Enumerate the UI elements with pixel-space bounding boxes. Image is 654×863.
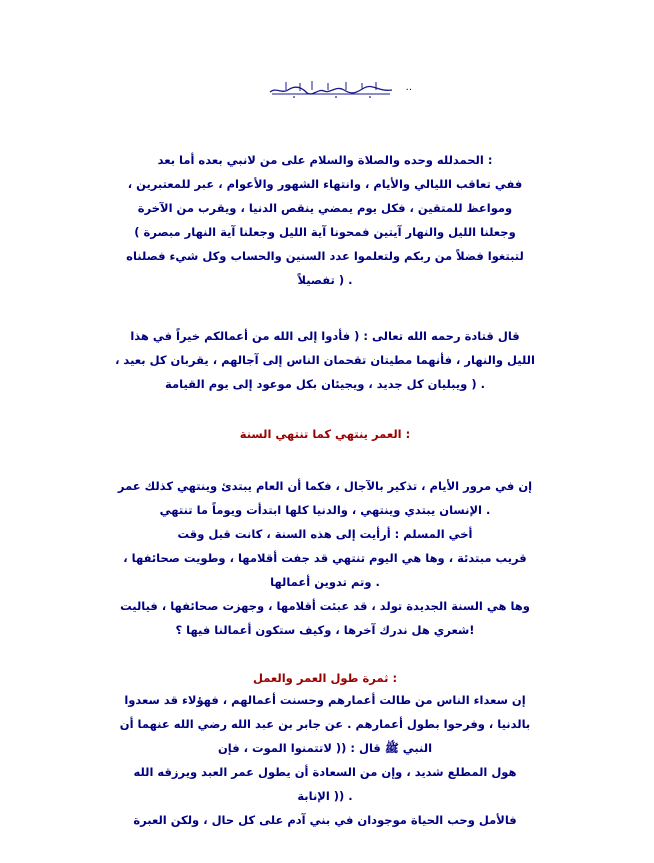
text-line: . ( تفصيلاً: [297, 273, 353, 287]
section-age-ends-paragraph: [100, 474, 550, 642]
basmala-dots: ..: [405, 82, 412, 93]
text-line: بالدنيا ، وفرحوا بطول أعمارهم . عن جابر بن عبد الله رضي الله عنهما أن: [119, 717, 531, 731]
text-line: !شعري هل ندرك آخرها ، وكيف ستكون أعمالنا فيها ؟: [175, 623, 475, 637]
text-line: وها هي السنة الجديدة تولد ، قد عبئت أقلامها ، وجهزت صحائفها ، فياليت: [120, 599, 530, 613]
section-fruit-paragraph: [100, 688, 550, 832]
text-line: . (( الإنابة: [297, 789, 353, 803]
intro-paragraph: [100, 148, 550, 292]
text-line: النبي ﷺ قال : (( لاتتمنوا الموت ، فإن: [217, 741, 433, 755]
text-line: قريب مبتدئة ، وها هي اليوم تنتهي قد جفت أقلامها ، وطويت صحائفها ،: [123, 551, 527, 565]
text-line: إن في مرور الأيام ، تذكير بالآجال ، فكما أن العام يبتدئ وينتهي كذلك عمر: [117, 479, 533, 493]
text-line: . الإنسان يبتدي وينتهي ، والدنيا كلها ابتدأت ويوماً ما تنتهي: [159, 503, 491, 517]
text-line: . وتم تدوين أعمالها: [270, 575, 380, 589]
text-line: أخي المسلم : أرأيت إلى هذه السنة ، كانت قبل وقت: [177, 527, 473, 541]
text-line: فالأمل وحب الحياة موجودان في بني آدم على كل حال ، ولكن العبرة: [133, 813, 517, 827]
text-line: الليل والنهار ، فأنهما مطيتان تقحمان الناس إلى آجالهم ، يقربان كل بعيد ،: [115, 353, 535, 367]
text-line: : الحمدلله وحده والصلاة والسلام على من لانبي بعده أما بعد: [157, 153, 493, 167]
text-line: وجعلنا الليل والنهار آيتين فمحونا آية الليل وجعلنا آية النهار مبصرة ): [134, 225, 516, 239]
basmala-calligraphy-image: [266, 78, 412, 100]
text-line: لتبتغوا فضلاً من ربكم ولتعلموا عدد السنين والحساب وكل شيء فصلناه: [126, 249, 524, 263]
text-line: هول المطلع شديد ، وإن من السعادة أن يطول عمر العبد ويرزقه الله: [133, 765, 517, 779]
section-heading-age-ends: : العمر ينتهي كما تنتهي السنة: [239, 427, 411, 441]
text-line: قال قتادة رحمه الله تعالى : ( فأدوا إلى الله من أعمالكم خيراً في هذا: [130, 329, 520, 343]
qatada-paragraph: [100, 324, 550, 396]
basmala-glyph: [266, 78, 396, 100]
text-line: . ( ويبليان كل جديد ، ويجيئان بكل موعود إلى يوم القيامة: [165, 377, 485, 391]
text-line: ومواعظ للمتقين ، فكل يوم يمضي ينقص الدنيا ، ويقرب من الآخرة: [137, 201, 513, 215]
text-line: ففي تعاقب الليالي والأيام ، وانتهاء الشهور والأعوام ، عبر للمعتبرين ،: [127, 177, 523, 191]
section-heading-fruit-of-long-life: : ثمرة طول العمر والعمل: [252, 671, 398, 685]
text-line: إن سعداء الناس من طالت أعمارهم وحسنت أعمالهم ، فهؤلاء قد سعدوا: [124, 693, 526, 707]
